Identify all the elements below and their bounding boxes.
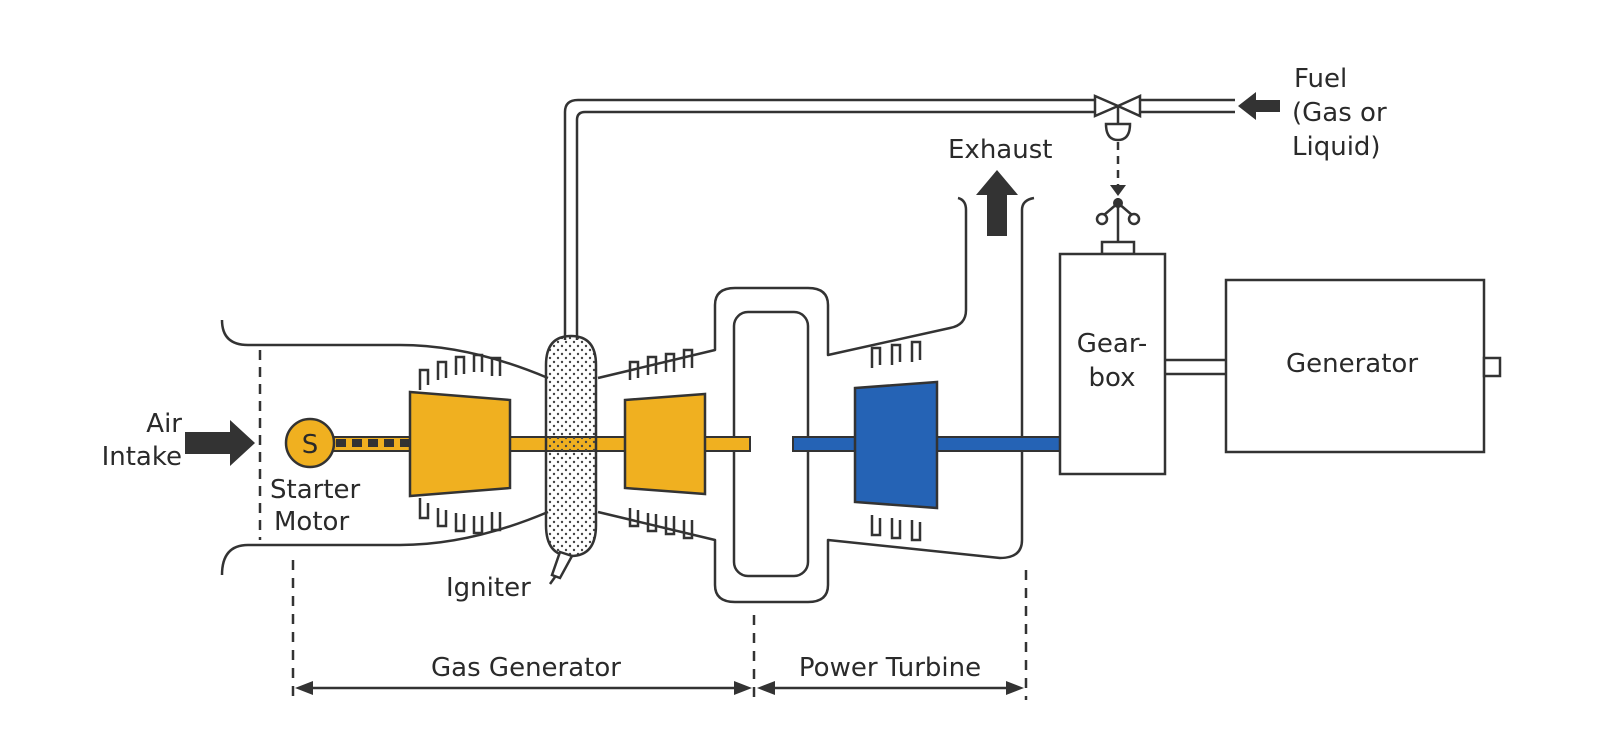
gearbox-label-line2: box xyxy=(1088,363,1136,393)
speed-governor xyxy=(1097,198,1139,254)
power-turbine xyxy=(855,382,937,508)
starter-motor-label-line1: Starter xyxy=(270,475,361,505)
exhaust-label: Exhaust xyxy=(948,135,1053,165)
generator-coupling xyxy=(1165,360,1226,374)
fuel-label-line1: Fuel xyxy=(1294,64,1348,94)
gas-generator-label: Gas Generator xyxy=(431,653,621,683)
air-intake-label-line1: Air xyxy=(146,409,182,439)
gearbox-label-line1: Gear- xyxy=(1076,329,1148,359)
combustor xyxy=(546,336,596,556)
generator-stub xyxy=(1484,358,1500,376)
starter-symbol: S xyxy=(301,430,319,460)
exhaust-arrow xyxy=(976,170,1018,236)
igniter xyxy=(550,552,572,584)
air-intake-arrow xyxy=(185,420,255,466)
power-turbine-label: Power Turbine xyxy=(798,653,982,683)
starter-motor-label-line2: Motor xyxy=(274,507,350,537)
fuel-label-line3: Liquid) xyxy=(1292,132,1381,162)
air-intake-label-line2: Intake xyxy=(101,442,182,472)
fuel-valve xyxy=(1095,96,1140,200)
gas-generator-turbine xyxy=(625,394,705,494)
generator-label: Generator xyxy=(1285,349,1419,379)
fuel-label-line2: (Gas or xyxy=(1292,98,1387,128)
igniter-label: Igniter xyxy=(446,573,531,603)
compressor xyxy=(410,392,510,496)
fuel-arrow xyxy=(1238,92,1280,120)
